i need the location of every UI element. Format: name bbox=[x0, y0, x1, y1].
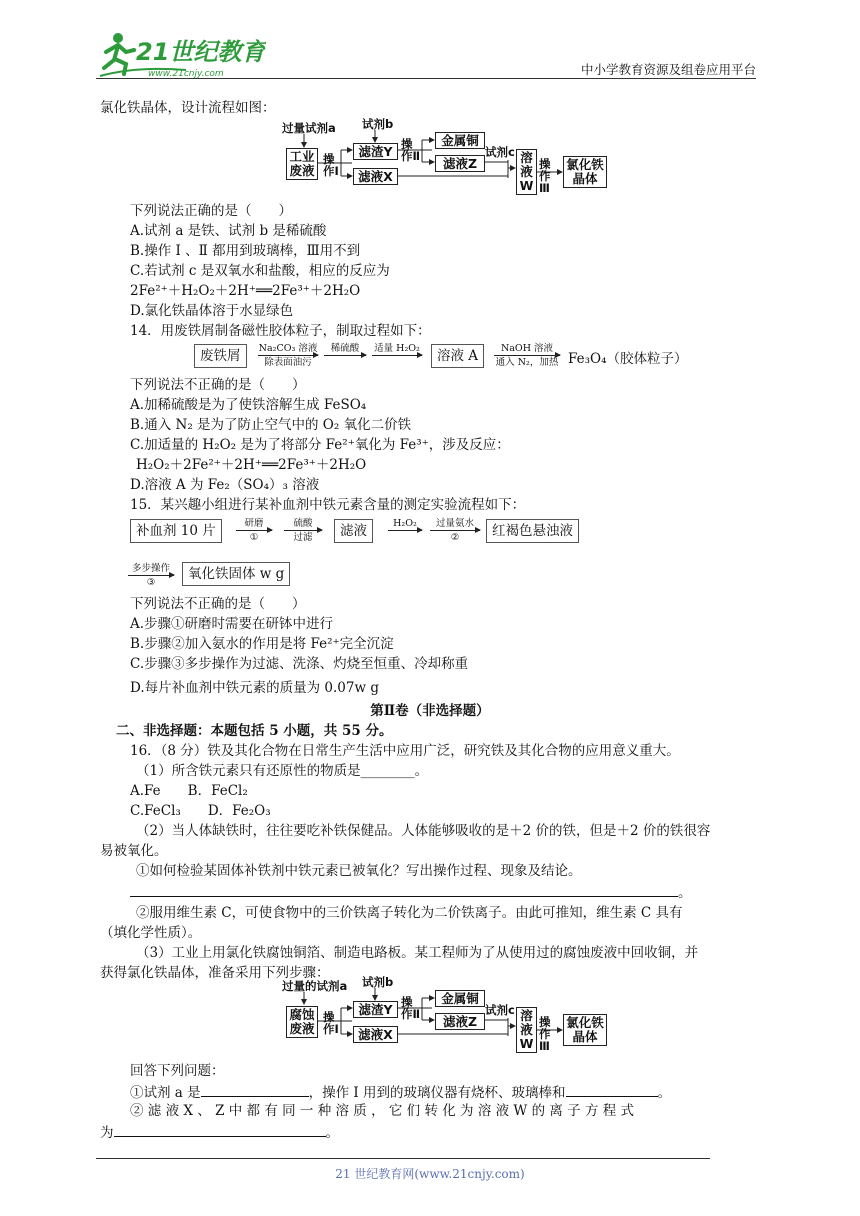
q16-part2-line1: （2）当人体缺铁时，往往要吃补铁保健品。人体能够吸收的是＋2 价的铁，但是＋2 价的铁很容 bbox=[136, 823, 711, 839]
q14-option-b: B.通入 N₂ 是为了防止空气中的 O₂ 氧化二价铁 bbox=[130, 417, 412, 433]
q16-answer2-end: 。 bbox=[325, 1125, 339, 1141]
flow1-reagent-a: 过量试剂a bbox=[282, 121, 336, 135]
logo-text: 21世纪教育 bbox=[136, 38, 266, 66]
q15-arrow-1-top: 研磨 bbox=[244, 518, 264, 529]
q16-part2-question1: ①如何检验某固体补铁剂中铁元素已被氧化？写出操作过程、现象及结论。 bbox=[136, 863, 582, 879]
q15-box-suspension: 红褐色悬浊液 bbox=[486, 519, 579, 543]
intro-text: 氯化铁晶体，设计流程如图： bbox=[100, 100, 276, 116]
q14-stem: 下列说法不正确的是（ ） bbox=[130, 377, 306, 393]
q14-product: Fe₃O₄（胶体粒子） bbox=[568, 351, 688, 367]
q15-arrow-4-bottom: ② bbox=[450, 532, 460, 543]
flow1-residue-y: 滤渣Y bbox=[353, 143, 398, 160]
q16-options-cd: C.FeCl₃ D．Fe₂O₃ bbox=[130, 803, 271, 819]
flow1-solution-w: 溶液W bbox=[516, 149, 537, 195]
q16-answer2-prefix: 为 bbox=[100, 1125, 114, 1141]
q16-part2-line2: 易被氧化。 bbox=[100, 843, 168, 859]
ionic-equation-blank[interactable] bbox=[114, 1122, 326, 1137]
q13-option-a: A.试剂 a 是铁、试剂 b 是稀硫酸 bbox=[130, 223, 327, 239]
q16-part2-question2-line1: ②服用维生素 C，可使食物中的三价铁离子转化为二价铁离子。由此可推知，维生素 C 具有 bbox=[136, 905, 683, 921]
reagent-a-blank[interactable] bbox=[201, 1082, 309, 1097]
q15-box-supplement: 补血剂 10 片 bbox=[130, 519, 222, 543]
glassware-blank[interactable] bbox=[566, 1082, 658, 1097]
q14-option-c: C.加适量的 H₂O₂ 是为了将部分 Fe²⁺氧化为 Fe³⁺，涉及反应： bbox=[130, 437, 510, 453]
q15-box-iron-oxide: 氧化铁固体 w g bbox=[182, 562, 290, 586]
q15-arrow-1-bottom: ① bbox=[249, 532, 259, 543]
flow2-op2: 操作Ⅱ bbox=[401, 995, 421, 1021]
q15-option-a: A.步骤①研磨时需要在研钵中进行 bbox=[130, 616, 334, 632]
q15-option-c: C.步骤③多步操作为过滤、洗涤、灼烧至恒重、冷却称重 bbox=[130, 656, 469, 672]
logo-url: www.21cnjy.com bbox=[148, 69, 224, 79]
q15-arrow-4-top: 过量氨水 bbox=[435, 518, 474, 529]
q16-answer2-line2 bbox=[100, 1122, 339, 1142]
flow1-op2: 操作Ⅱ bbox=[401, 137, 421, 163]
q16-answer1-end: 。 bbox=[657, 1085, 672, 1101]
flow1-op3: 操作Ⅲ bbox=[539, 157, 551, 195]
q15-option-b: B.步骤②加入氨水的作用是将 Fe²⁺完全沉淀 bbox=[130, 636, 394, 652]
q13-option-d: D.氯化铁晶体溶于水显绿色 bbox=[130, 303, 294, 319]
q16-part1: （1）所含铁元素只有还原性的物质是________。 bbox=[136, 763, 429, 779]
q16-title: 16．（8 分）铁及其化合物在日常生产生活中应用广泛，研究铁及其化合物的应用意义重大。 bbox=[130, 743, 680, 759]
q14-option-c-equation: H₂O₂＋2Fe²⁺＋2H⁺══2Fe³⁺＋2H₂O bbox=[136, 457, 367, 473]
part2-heading: 二、非选择题：本题包括 5 小题，共 55 分。 bbox=[116, 723, 393, 739]
flow2-reagent-a: 过量的试剂a bbox=[282, 979, 348, 993]
flow2-op1: 操作Ⅰ bbox=[323, 1010, 339, 1036]
flow1-start-box: 工业废液 bbox=[286, 148, 318, 180]
q15-arrow-2-top: 硫酸 bbox=[293, 518, 313, 529]
q14-option-d: D.溶液 A 为 Fe₂（SO₄）₃ 溶液 bbox=[130, 477, 320, 493]
q14-arrow-4-bottom: 通入 N₂，加热 bbox=[495, 357, 559, 368]
flow1-reagent-b: 试剂b bbox=[362, 117, 394, 131]
q14-option-a: A.加稀硫酸是为了使铁溶解生成 FeSO₄ bbox=[130, 397, 367, 413]
q15-arrow-5-bottom: ③ bbox=[146, 577, 156, 588]
q15-arrow-5-top: 多步操作 bbox=[131, 563, 170, 574]
flow1-reagent-c: 试剂c bbox=[485, 145, 515, 159]
q16-part2-question2-line2: （填化学性质）。 bbox=[100, 925, 202, 941]
flow2-filtrate-z: 滤液Z bbox=[435, 1013, 485, 1030]
q15-arrow-3-top: H₂O₂ bbox=[393, 518, 417, 529]
q13-option-b: B.操作 Ⅰ 、Ⅱ 都用到玻璃棒，Ⅲ用不到 bbox=[130, 243, 361, 259]
flow1-product: 氯化铁晶体 bbox=[563, 156, 607, 188]
flow1-op1: 操作Ⅰ bbox=[323, 152, 339, 178]
flow2-product: 氯化铁晶体 bbox=[563, 1014, 607, 1046]
q14-arrow-1-bottom: 除表面油污 bbox=[264, 357, 312, 368]
q14-arrow-1-top: Na₂CO₃ 溶液 bbox=[258, 343, 318, 354]
footer-divider bbox=[96, 1158, 710, 1159]
flow2-residue-y: 滤渣Y bbox=[353, 1001, 398, 1018]
flow2-filtrate-x: 滤液X bbox=[353, 1026, 398, 1043]
q14-arrow-3-top: 适量 H₂O₂ bbox=[374, 343, 420, 354]
q15-title: 15．某兴趣小组进行某补血剂中铁元素含量的测定实验流程如下： bbox=[130, 497, 526, 513]
q16-answer2-line1: ② 滤 液 X 、 Z 中 都 有 同 一 种 溶 质 ， 它 们 转 化 为 溶 液 W 的 离 子 方 程 式 bbox=[130, 1103, 635, 1119]
q16-part3-line2: 获得氯化铁晶体，准备采用下列步骤： bbox=[100, 965, 330, 981]
footer-text: 21 世纪教育网(www.21cnjy.com) bbox=[335, 1167, 525, 1181]
flow2-op3: 操作Ⅲ bbox=[539, 1015, 551, 1053]
q16-answer1-middle: ，操作 I 用到的玻璃仪器有烧杯、玻璃棒和 bbox=[308, 1085, 566, 1101]
q14-title: 14．用废铁屑制备磁性胶体粒子，制取过程如下： bbox=[130, 323, 431, 339]
flow2-reagent-c: 试剂c bbox=[485, 1003, 515, 1017]
q13-stem: 下列说法正确的是（ ） bbox=[130, 203, 292, 219]
q16-options-ab: A.Fe B．FeCl₂ bbox=[130, 783, 248, 799]
q16-part2-answer1-end: 。 bbox=[678, 885, 692, 901]
q13-option-c-equation: 2Fe²⁺＋H₂O₂＋2H⁺══2Fe³⁺＋2H₂O bbox=[130, 283, 361, 299]
q15-stem: 下列说法不正确的是（ ） bbox=[130, 596, 306, 612]
q13-option-c: C.若试剂 c 是双氧水和盐酸，相应的反应为 bbox=[130, 263, 390, 279]
flow2-start-box: 腐蚀废液 bbox=[286, 1006, 318, 1038]
flow2-copper: 金属铜 bbox=[435, 990, 485, 1007]
flow2-solution-w: 溶液W bbox=[516, 1007, 537, 1053]
q15-arrow-2-bottom: 过滤 bbox=[293, 532, 313, 543]
q15-option-d: D.每片补血剂中铁元素的质量为 0.07w g bbox=[130, 680, 379, 696]
q16-answer1-line bbox=[130, 1082, 671, 1102]
q14-box-scrap-iron: 废铁屑 bbox=[194, 344, 247, 368]
flow1-filtrate-z: 滤液Z bbox=[435, 155, 485, 172]
q14-box-solution-a: 溶液 A bbox=[431, 344, 484, 368]
part2-title: 第Ⅱ卷（非选择题） bbox=[370, 703, 490, 719]
q16-answer-intro: 回答下列问题： bbox=[130, 1063, 225, 1079]
flow1-filtrate-x: 滤液X bbox=[353, 168, 398, 185]
q14-arrow-4-top: NaOH 溶液 bbox=[500, 343, 554, 354]
flow2-reagent-b: 试剂b bbox=[362, 975, 394, 989]
header-platform-text: 中小学教育资源及组卷应用平台 bbox=[580, 62, 756, 77]
flow1-copper: 金属铜 bbox=[435, 132, 485, 149]
q14-arrow-2-top: 稀硫酸 bbox=[330, 343, 360, 354]
q16-part3-line1: （3）工业上用氯化铁腐蚀铜箔、制造电路板。某工程师为了从使用过的腐蚀废液中回收铜，并 bbox=[136, 945, 699, 961]
q15-box-filtrate: 滤液 bbox=[334, 519, 373, 543]
q16-answer1-prefix: ①试剂 a 是 bbox=[130, 1085, 201, 1101]
